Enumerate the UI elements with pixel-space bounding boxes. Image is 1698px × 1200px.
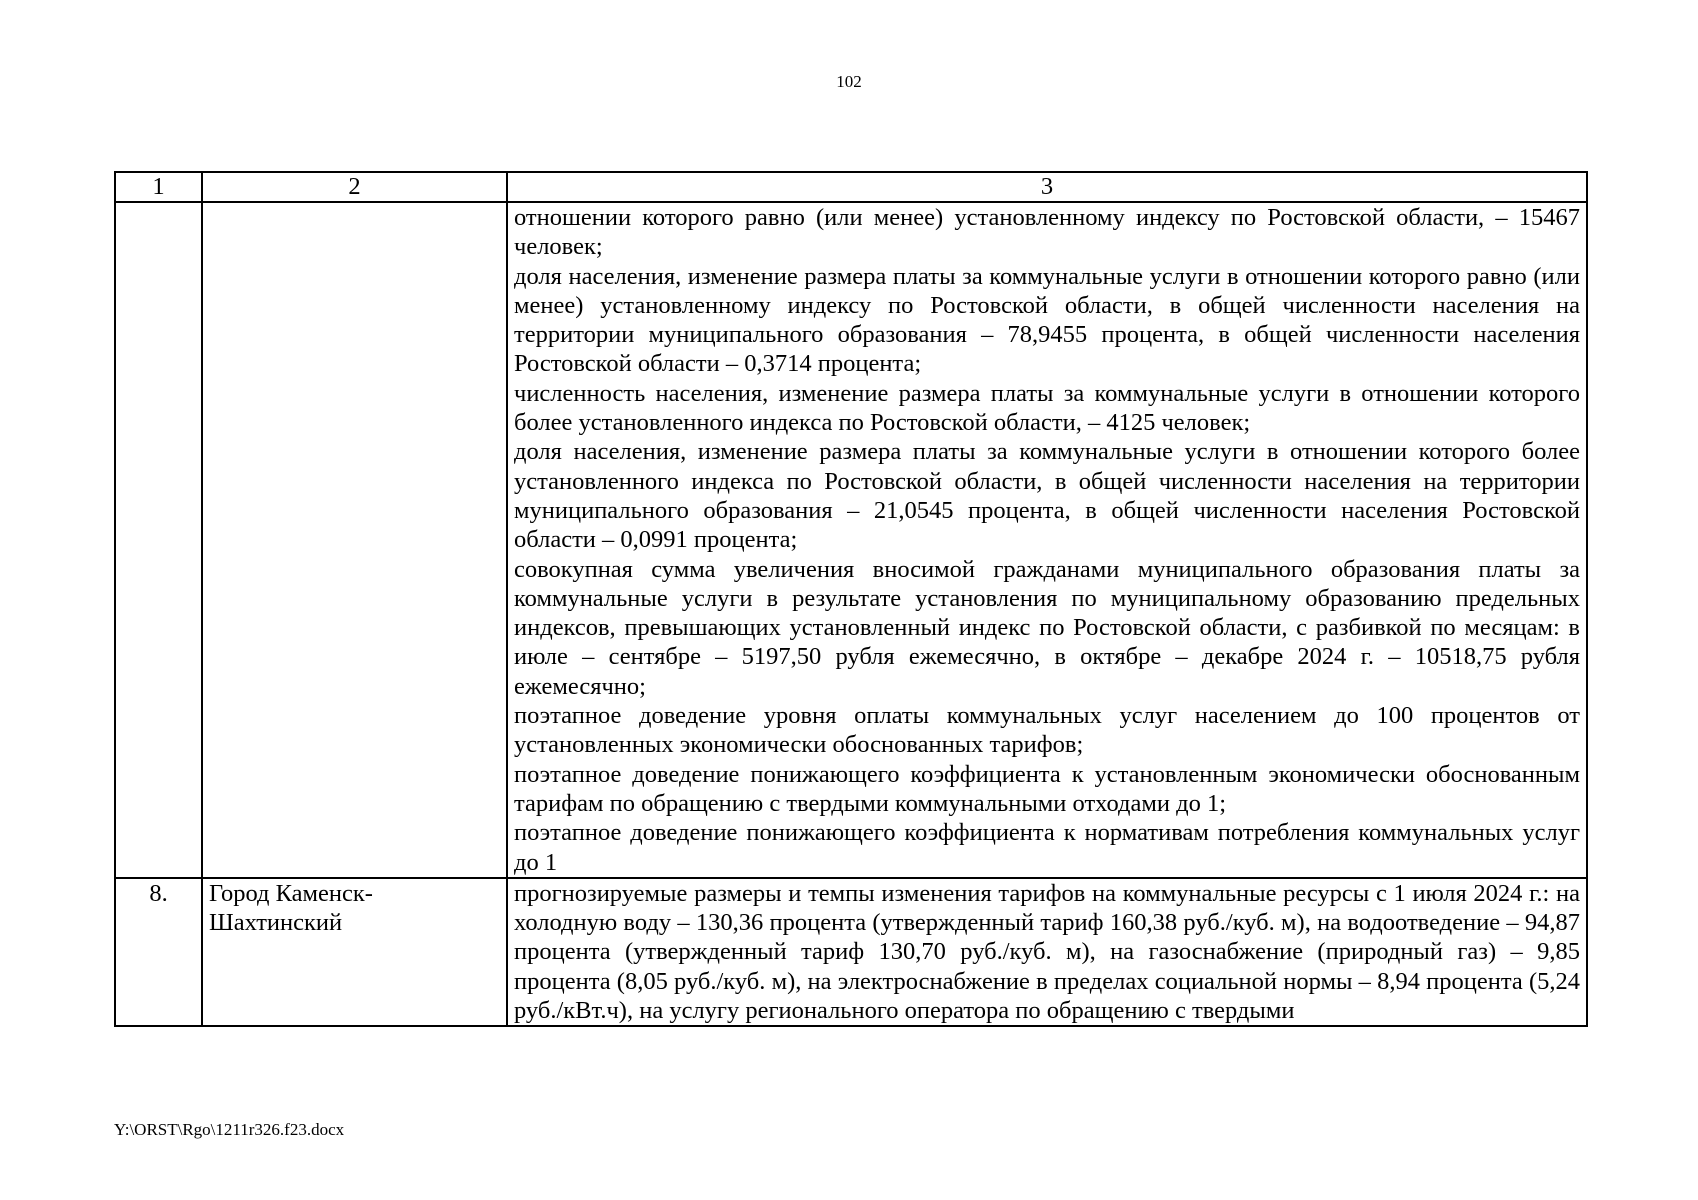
paragraph: доля населения, изменение размера платы за коммунальные услуги в отношении которого более установленного индекса по Ростовской области, в общей численности населения на территории муниципального образования – 21,0545 процента, в общей численности населения Ростовской области – 0,0991 процента;	[514, 438, 1580, 554]
table-header-row	[115, 172, 1587, 202]
header-col-3: 3	[507, 172, 1587, 202]
paragraph: поэтапное доведение понижающего коэффициента к установленным экономически обоснованным тарифам по обращению с твердыми коммунальными отходами до 1;	[514, 760, 1580, 817]
description-cell	[507, 878, 1587, 1026]
row-number: 8.	[115, 878, 202, 1026]
paragraph: поэтапное доведение уровня оплаты коммунальных услуг населением до 100 процентов от установленных экономически обоснованных тарифов;	[514, 702, 1580, 759]
paragraph: поэтапное доведение понижающего коэффициента к нормативам потребления коммунальных услуг до 1	[514, 819, 1580, 876]
municipality-name	[202, 202, 507, 878]
header-col-1: 1	[115, 172, 202, 202]
header-col-2: 2	[202, 172, 507, 202]
table-row	[115, 202, 1587, 878]
paragraph: совокупная сумма увеличения вносимой гражданами муниципального образования платы за коммунальные услуги в результате установления по муниципальному образованию предельных индексов, превышающих установленный индекс по Ростовской области, с разбивкой по месяцам: в июле – сентябре – 5197,50 рубля ежемесячно, в октябре – декабре 2024 г. – 10518,75 рубля ежемесячно;	[514, 555, 1580, 700]
table-row	[115, 878, 1587, 1026]
description-cell	[507, 202, 1587, 878]
paragraph: отношении которого равно (или менее) установленному индексу по Ростовской области, – 15467 человек;	[514, 204, 1580, 261]
paragraph: доля населения, изменение размера платы за коммунальные услуги в отношении которого равно (или менее) установленному индексу по Ростовской области, в общей численности населения на территории муниципального образования – 78,9455 процента, в общей численности населения Ростовской области – 0,3714 процента;	[514, 262, 1580, 378]
municipality-name: Город Каменск-Шахтинский	[202, 878, 507, 1026]
page-number: 102	[836, 72, 862, 91]
paragraph: численность населения, изменение размера платы за коммунальные услуги в отношении которого более установленного индекса по Ростовской области, – 4125 человек;	[514, 379, 1580, 437]
paragraph: прогнозируемые размеры и темпы изменения тарифов на коммунальные ресурсы с 1 июля 2024 г.: на холодную воду – 130,36 процента (утвержденный тариф 160,38 руб./куб. м), на водоотведение – 94,87 процента (утвержденный тариф 130,70 руб./куб. м), на газоснабжение (природный газ) – 9,85 процента (8,05 руб./куб. м), на электроснабжение в пределах социальной нормы – 8,94 процента (5,24 руб./кВт.ч), на услугу регионального оператора по обращению с твердыми	[514, 879, 1580, 1025]
row-number	[115, 202, 202, 878]
document-table	[114, 171, 1588, 1027]
footer-file-path: Y:\ORST\Rgo\1211r326.f23.docx	[114, 1120, 345, 1139]
